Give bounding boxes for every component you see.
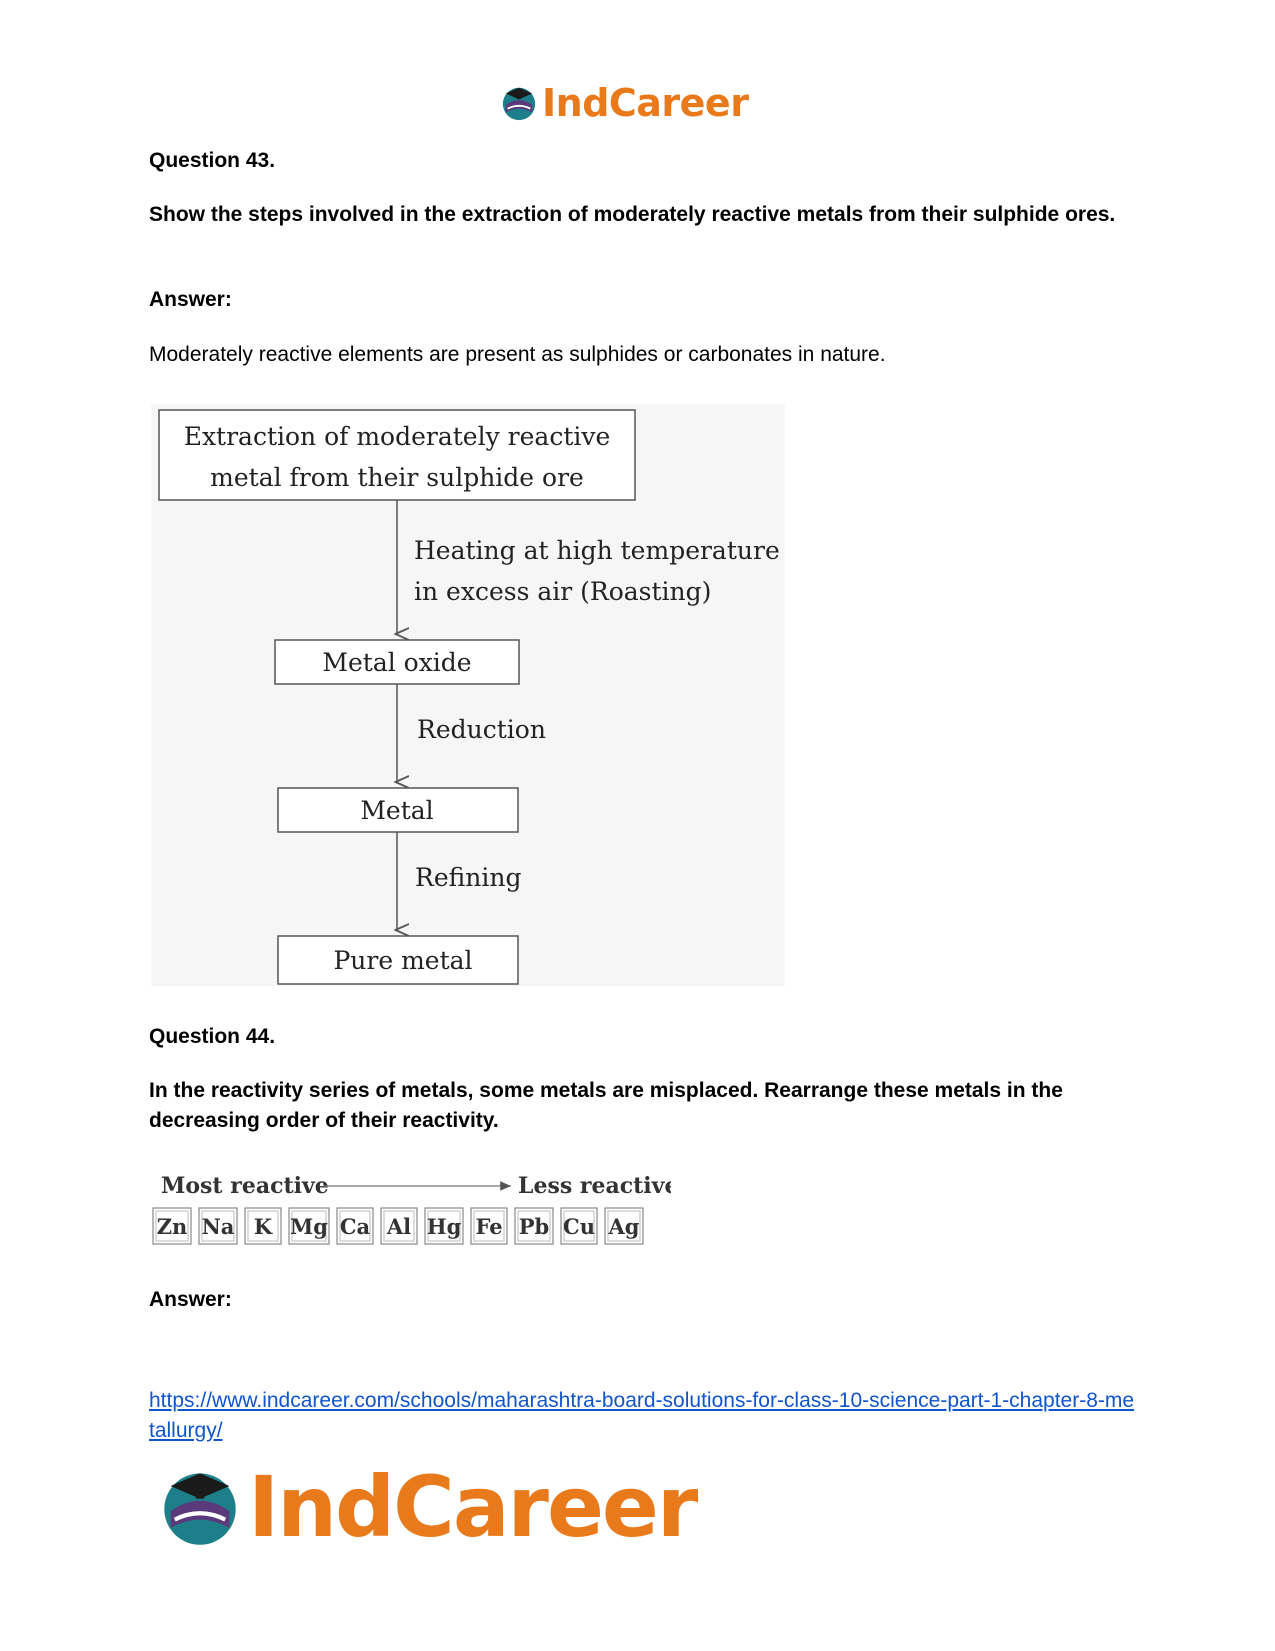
flow-node3-label: Pure metal xyxy=(333,946,473,975)
flow-node-metal xyxy=(278,788,518,832)
metal-symbol: Ca xyxy=(339,1214,371,1239)
series-less-label: Less reactive xyxy=(518,1173,671,1199)
graduation-globe-icon xyxy=(500,84,538,122)
reactivity-series xyxy=(151,1166,671,1250)
logo-text: IndCareer xyxy=(542,81,749,125)
footer-logo-text: IndCareer xyxy=(248,1458,697,1556)
metal-box-na xyxy=(199,1208,237,1244)
question-44-label: Question 44. xyxy=(149,1025,276,1048)
metal-box-mg xyxy=(289,1208,329,1244)
metal-symbol: Hg xyxy=(426,1214,462,1239)
metal-box-zn xyxy=(153,1208,191,1244)
metal-box-al xyxy=(381,1208,417,1244)
metal-box-k xyxy=(245,1208,281,1244)
metal-box-ca xyxy=(337,1208,373,1244)
metal-box-hg xyxy=(425,1208,463,1244)
metal-box-pb xyxy=(515,1208,553,1244)
flow-node1-label: Metal oxide xyxy=(322,648,472,677)
answer-44-label: Answer: xyxy=(149,1288,232,1311)
metal-box-ag xyxy=(605,1208,643,1244)
graduation-globe-icon xyxy=(158,1465,242,1549)
metal-symbol: Fe xyxy=(475,1214,503,1239)
metal-symbol: Pb xyxy=(518,1214,550,1239)
flow-step1-line2: in excess air (Roasting) xyxy=(414,577,712,606)
flow-node-pure-metal xyxy=(278,936,518,984)
flow-start-box xyxy=(159,410,635,500)
question-44-text: In the reactivity series of metals, some metals are misplaced. Rearrange these metals in the decreasing order of their reactivity. xyxy=(149,1079,1063,1132)
question-43-text: Show the steps involved in the extraction of moderately reactive metals from their sulphide ores. xyxy=(149,203,1116,226)
metal-symbol: Cu xyxy=(563,1214,595,1239)
flow-node-metal-oxide xyxy=(275,640,519,684)
question-43-label: Question 43. xyxy=(149,149,276,172)
metal-symbol: Ag xyxy=(608,1214,640,1239)
answer-43-text: Moderately reactive elements are present as sulphides or carbonates in nature. xyxy=(149,343,886,366)
source-link[interactable]: https://www.indcareer.com/schools/maharashtra-board-solutions-for-class-10-science-part-1-chapter-8-metallurgy/ xyxy=(149,1389,1135,1442)
flow-start-line1: Extraction of moderately reactive xyxy=(183,422,611,451)
series-most-label: Most reactive xyxy=(161,1173,329,1199)
header-logo xyxy=(500,80,748,126)
metal-symbol: Zn xyxy=(156,1214,188,1239)
metal-symbol: K xyxy=(253,1214,273,1239)
metal-box-fe xyxy=(471,1208,507,1244)
metal-symbol: Na xyxy=(201,1214,235,1239)
flow-step3-label: Refining xyxy=(415,863,522,892)
flow-step1-line1: Heating at high temperature xyxy=(414,536,780,565)
answer-43-label: Answer: xyxy=(149,288,232,311)
metal-symbol: Mg xyxy=(290,1214,328,1239)
footer-logo xyxy=(158,1457,696,1557)
flow-node2-label: Metal xyxy=(360,796,434,825)
metal-symbol: Al xyxy=(386,1214,412,1239)
flow-step2-label: Reduction xyxy=(417,715,546,744)
metal-box-cu xyxy=(561,1208,597,1244)
extraction-flowchart xyxy=(151,404,785,986)
flow-start-line2: metal from their sulphide ore xyxy=(210,463,584,492)
